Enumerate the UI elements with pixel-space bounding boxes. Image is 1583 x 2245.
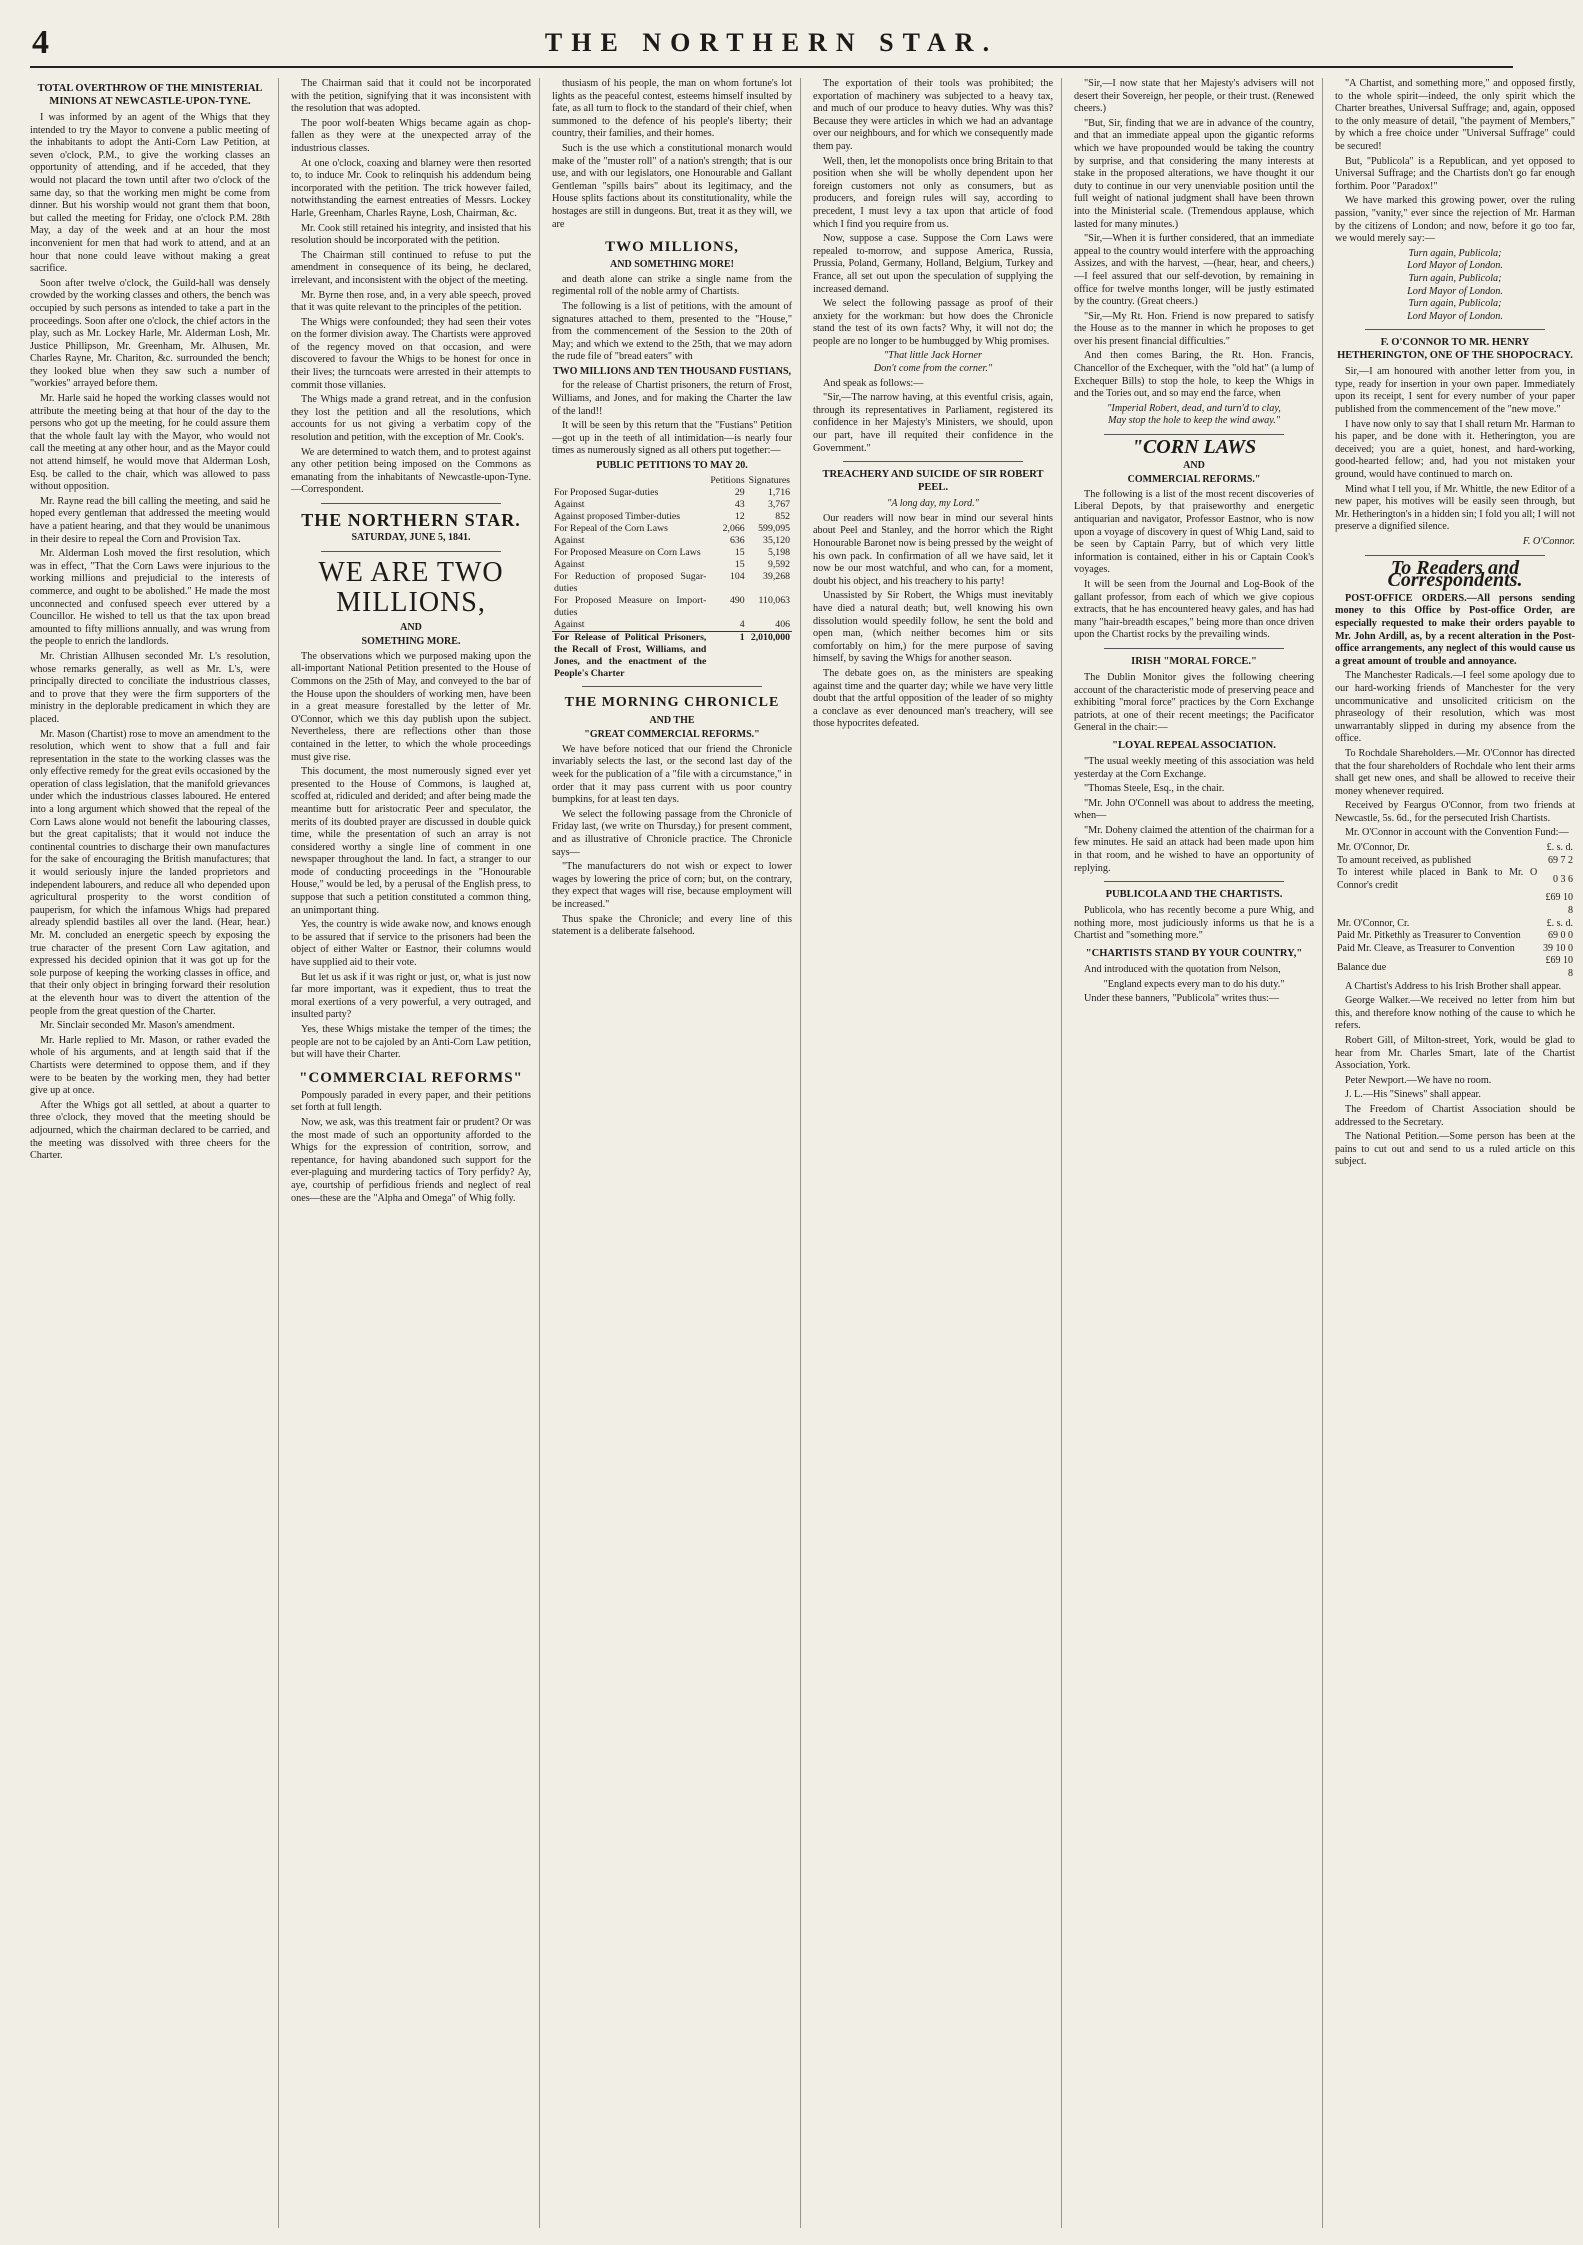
editorial-and: AND — [400, 621, 422, 633]
table-cell: 35,120 — [763, 534, 790, 546]
table-cell: 29 — [734, 486, 745, 498]
column-4 — [813, 78, 1062, 2228]
paragraph: We select the following passage from the Chronicle of Friday last, (we write on Thursday,) for present comment, and as illustrative of Chronicle practice. The Chronicle says— — [552, 808, 792, 858]
table-cell: 406 — [775, 618, 790, 630]
paragraph: Mr. Rayne read the bill calling the meeting, and said he hoped every gentleman that addressed the meeting would have a patient hearing, and that they would be unanimous in their desire to repeal the Corn and Provision Tax. — [30, 495, 270, 545]
divider — [582, 686, 762, 687]
table-row — [552, 547, 792, 559]
paragraph: The National Petition.—Some person has been at the pains to cut out and send to us a ruled article on this subject. — [1335, 1131, 1575, 1168]
petitions-table-title: PUBLIC PETITIONS TO MAY 20. — [596, 460, 748, 472]
paragraph: The exportation of their tools was prohibited; the exportation of machinery was subjected to a heavy tax, and much of our produce to heavy duties. Why was this? Because they were articles in which we had an advantage over our neighbours, and for which we consequently made them pay. — [813, 78, 1053, 152]
paragraph: And introduced with the quotation from Nelson, — [1084, 964, 1281, 976]
table-row-charter — [552, 631, 792, 680]
table-cell: For Proposed Sugar-duties — [554, 486, 659, 498]
paragraph: Now, we ask, was this treatment fair or prudent? Or was the most made of such an opportunity afforded to the Whigs for the expression of contrition, sorrow, and repentance, for having abandoned such support for the ever-plaguing and murdering tactics of Tory perfidy? Ay, aye, courtship of perfidious friends and neglect of real ones—these are the "Alpha and Omega" of Whig folly. — [291, 1116, 531, 1204]
paragraph: The poor wolf-beaten Whigs became again as chop-fallen as they were at the unexpected array of the industrious classes. — [291, 117, 531, 154]
table-cell: 852 — [775, 510, 790, 522]
paragraph: The following is a list of petitions, with the amount of signatures attached to them, presented to the "House," from the commencement of the Session to the 20th of May; and which we extend to the 25th, that we may adorn the rude file of "bread eaters" with — [552, 300, 792, 363]
table-row — [552, 559, 792, 571]
paragraph: We have marked this growing power, over the ruling passion, "vanity," ever since the rejection of Mr. Harman by the citizens of London; and now, before it go too far, we would merely say:— — [1335, 195, 1575, 245]
paragraph: Mind what I tell you, if Mr. Whittle, the new Editor of a new paper, his motives will be easily seen through, but Mr. Hetherington's in a hidden sin; I fold you all; I will not preserve a dignified silence. — [1335, 483, 1575, 533]
column-1 — [30, 78, 279, 2228]
divider — [1104, 881, 1284, 882]
table-row — [552, 523, 792, 535]
paragraph: "England expects every man to do his duty." — [1103, 978, 1285, 990]
table-header-cell — [552, 475, 708, 487]
paragraph: Under these banners, "Publicola" writes thus:— — [1084, 993, 1280, 1005]
table-cell: 2,010,000 — [750, 631, 790, 643]
table-row — [552, 571, 792, 595]
chronicle-and: AND THE — [649, 714, 695, 726]
chronicle-subheading: "GREAT COMMERCIAL REFORMS." — [584, 729, 760, 741]
paragraph: The Whigs were confounded; they had seen their votes on the former division away. The Chartists were approved of the regency moved on that occasion, and were discovered to favour the Whigs to be honest for once in their lives; the turncoats were arrested in their attempts to commit those villanies. — [291, 316, 531, 391]
treachery-heading: TREACHERY AND SUICIDE OF SIR ROBERT PEEL. — [822, 469, 1044, 494]
table-cell — [1335, 892, 1539, 917]
column-6 — [1335, 78, 1583, 2228]
paragraph: Mr. Alderman Losh moved the first resolution, which was in effect, "That the Corn Laws were injurious to the working millions and prejudicial to the interests of commerce, and ought to be abolished." He made the most unconnected and confused speech ever uttered by a Councillor. He wished to tell us that the tax upon bread amounted to fifty millions annually, and was wrung from the people to enrich the landlords. — [30, 548, 270, 648]
editorial-date: SATURDAY, JUNE 5, 1841. — [351, 532, 471, 543]
table-cell: 69 7 2 — [1548, 854, 1573, 866]
table-cell: To interest while placed in Bank to Mr. O Connor's credit — [1337, 867, 1538, 891]
paragraph: The debate goes on, as the ministers are speaking against time and the quarter day; while we have very little doubt that the artful opposition of the leader of so mighty a conclave as ever denounced man's treachery, will see those hypocrites defeated. — [813, 667, 1053, 730]
treachery-subheading: "A long day, my Lord." — [887, 498, 979, 510]
paragraph: We have before noticed that our friend the Chronicle invariably selects the last, or the second last day of the week for the publication of a "file with a circumstance," in order that it may pass current with us poor country bumpkins, for at least ten days. — [552, 743, 792, 806]
table-cell: 9,592 — [767, 558, 790, 570]
paragraph: "Sir,—The narrow having, at this eventful crisis, again, through its representatives in Parliament, registered its confidence in her Majesty's Ministers, we should, upon our part, have ill requited their confidence in the Government." — [813, 392, 1053, 454]
newspaper-title: THE NORTHERN STAR. — [544, 28, 999, 57]
divider — [1365, 555, 1545, 556]
paragraph: The Whigs made a grand retreat, and in the confusion they lost the petition and all the resolutions, which accounts for us not giving a verbatim copy of the resolution and petition, with the exception of Mr. Cook's. — [291, 394, 531, 444]
paragraph: At one o'clock, coaxing and blarney were then resorted to, to induce Mr. Cook to relinquish his addendum being incorporated with the petition. The trick however failed, notwithstanding the earnest entreaties of Messrs. Lockey Harle, Greenham, Charles Rayne, Losh, Chairman, &c. — [291, 157, 531, 219]
table-cell: Against — [554, 534, 585, 546]
table-row — [552, 511, 792, 523]
loyal-repeal-heading: "LOYAL REPEAL ASSOCIATION. — [1112, 739, 1276, 751]
divider — [843, 461, 1023, 462]
table-cell: Mr. O'Connor, Dr. — [1337, 842, 1410, 854]
paragraph: But, "Publicola" is a Republican, and yet opposed to Universal Suffrage; and the Chartists don't go far enough forthim. Poor "Paradox!" — [1335, 155, 1575, 192]
paragraph: After the Whigs got all settled, at about a quarter to three o'clock, they moved that the meeting should be adjourned, which the chairman declared to be carried, and the meeting was dissolved with three cheers for the Charter. — [30, 1099, 270, 1162]
article-body — [30, 112, 270, 1163]
oconnor-letter-heading: F. O'CONNOR TO MR. HENRY HETHERINGTON, ONE OF THE SHOPOCRACY. — [1337, 337, 1573, 362]
table-cell: £69 10 8 — [1545, 892, 1573, 917]
table-cell: Paid Mr. Pitkethly as Treasurer to Convention — [1337, 930, 1521, 942]
table-header-cell: Petitions — [710, 474, 745, 486]
divider — [321, 551, 501, 552]
table-cell: 43 — [734, 498, 745, 510]
post-office-notice: POST-OFFICE ORDERS.—All persons sending money to this Office by Post-office Order, are especially requested to make their orders payable to Mr. John Ardill, as, by a recent alteration in the Post-office arrangements, any neglect of this would cause us a great amount of trouble and annoyance. — [1335, 592, 1575, 667]
paragraph: for the release of Chartist prisoners, the return of Frost, Williams, and Jones, and for making the Charter the law of the land!! — [552, 380, 792, 417]
table-cell: Balance due — [1337, 961, 1387, 973]
paragraph: Publicola, who has recently become a pure Whig, and nothing more, most judiciously informs us that he is a Chartist and "something more." — [1074, 905, 1314, 942]
table-cell: For Proposed Measure on Import-duties — [554, 594, 707, 618]
table-cell: For Proposed Measure on Corn Laws — [554, 546, 701, 558]
paragraph: "A Chartist, and something more," and opposed firstly, to the whole spirit—indeed, the only spirit which the Charter breathes, Universal Suffrage; and, again, opposed to the only measure of detail, "the payment of Members," by which a free choice under "Universal Suffrage" could be secured! — [1335, 78, 1575, 152]
column-2 — [291, 78, 540, 2228]
table-row — [1335, 930, 1575, 943]
table-cell: 15 — [734, 546, 745, 558]
table-cell: £. s. d. — [1546, 842, 1573, 854]
paragraph: Thus spake the Chronicle; and every line of this statement is a deliberate falsehood. — [552, 913, 792, 938]
chronicle-heading: THE MORNING CHRONICLE — [564, 694, 780, 710]
table-header-cell: Signatures — [748, 474, 790, 486]
table-cell: 2,066 — [722, 522, 745, 534]
verse-quote: "That little Jack Horner Don't come from the corner." — [873, 350, 993, 375]
paragraph: The Freedom of Chartist Association should be addressed to the Secretary. — [1335, 1103, 1575, 1128]
table-cell: For Repeal of the Corn Laws — [554, 522, 668, 534]
divider — [1104, 434, 1284, 435]
paragraph: thusiasm of his people, the man on whom fortune's lot lights as the peaceful contest, esteems himself insulted by fate, as all turn to flock to the standard of their chief, when summoned to the defence of his people's liberty; their country, their families, and their homes. — [552, 78, 792, 140]
paragraph: I have now only to say that I shall return Mr. Harman to his paper, and be done with it. Hetherington, you are deceived; you are a quiet, honest, and hard-working, good-hearted fellow; and, had you not mistaken your ground, would have continued to march on. — [1335, 418, 1575, 481]
paragraph: "The usual weekly meeting of this association was held yesterday at the Corn Exchange. — [1074, 755, 1314, 780]
paragraph: Mr. Cook still retained his integrity, and insisted that his resolution should be incorporated with the petition. — [291, 222, 531, 247]
table-row — [552, 619, 792, 632]
table-cell: Mr. O'Connor, Cr. — [1337, 917, 1410, 929]
paragraph: And then comes Baring, the Rt. Hon. Francis, Chancellor of the Exchequer, with the "old hat" (a lump of Exchequer Bills) to stop the hole, to keep the Whigs in and the Tories out, and so may end the farce, when — [1074, 350, 1314, 400]
paragraph: "But, Sir, finding that we are in advance of the country, and that an immediate appeal upon the gigantic reforms which we have propounded would be taking the country by surprise, and that considering the many interests at stake in the proposed alterations, we have thought it our duty to continue in our very unenviable position until the full weight of national judgment shall have been thrown into the Ministerial scale. (Tremendous applause, which lasted for many minutes.) — [1074, 117, 1314, 230]
paragraph: And speak as follows:— — [823, 377, 924, 389]
paragraph: Yes, the country is wide awake now, and knows enough to be assured that if service to the prisoners had been the object of either Walter or Eastnor, their columns would have supplied aid to their vote. — [291, 919, 531, 969]
table-cell: 3,767 — [767, 498, 790, 510]
table-cell: 5,198 — [767, 546, 790, 558]
verse-quote: "Imperial Robert, dead, and turn'd to clay, May stop the hole to keep the wind away." — [1107, 402, 1281, 427]
paragraph: "The manufacturers do not wish or expect to lower wages by lowering the price of corn; but, on the contrary, they expect that wages will rise, because employment will be increased." — [552, 861, 792, 910]
paragraph: The observations which we purposed making upon the all-important National Petition presented to the House of Commons on the 25th of May, and conveyed to the bar of the House upon the shoulders of working men, have been in a great measure forestalled by the letter of Mr. O'Connor, which we this day publish upon the subject. Nevertheless, there are reflections other than those contained in the letter, to which the whole proceedings must give rise. — [291, 650, 531, 763]
paragraph: Well, then, let the monopolists once bring Britain to that position when she will be wholly dependent upon her foreign customers not only as consumers, but as producers, and foreign rules will say, according to precedent, I must levy a tax upon that article of food which I find you require from us. — [813, 155, 1053, 230]
table-cell: For Reduction of proposed Sugar-duties — [554, 570, 707, 594]
signature: F. O'Connor. — [1522, 536, 1575, 547]
something-more-heading: AND SOMETHING MORE! — [610, 259, 734, 271]
table-row — [552, 595, 792, 619]
article-heading-newcastle: TOTAL OVERTHROW OF THE MINISTERIAL MINIONS AT NEWCASTLE-UPON-TYNE. — [37, 83, 263, 107]
paragraph: "Thomas Steele, Esq., in the chair. — [1084, 783, 1225, 795]
paragraph: Mr. Harle said he hoped the working classes would not attribute the meeting being at that hour of the day to the persons who got up the meeting, for he could assure them that the whole fault lay with the Mayor, who would not call the meeting at any other hour, and as the Mayor could not attend himself, he would move that Alderman Losh, Esq. be called to the chair, which was allowed to pass without opposition. — [30, 393, 270, 493]
paragraph: It will be seen by this return that the "Fustians" Petition—got up in the teeth of all intimidation—is nearly four times as numerously signed as all others put together:— — [552, 420, 792, 457]
paragraph: Yes, these Whigs mistake the temper of the times; the people are not to be cajoled by an Anti-Corn Law petition, but will have their Charter. — [291, 1024, 531, 1061]
table-cell: 599,095 — [758, 522, 790, 534]
paragraph: Pompously paraded in every paper, and their petitions set forth at full length. — [291, 1089, 531, 1114]
correspondents-heading: To Readers and Correspondents. — [1387, 556, 1523, 592]
corn-laws-heading: "CORN LAWS — [1131, 436, 1257, 459]
irish-moral-force-heading: IRISH "MORAL FORCE." — [1131, 655, 1257, 667]
paragraph: To Rochdale Shareholders.—Mr. O'Connor has directed that the four shareholders of Rochdale who lent their arms shall get new ones, and shall be allowed to receive their money whenever required. — [1335, 747, 1575, 797]
table-cell: 15 — [734, 558, 745, 570]
table-cell: To amount received, as published — [1337, 854, 1471, 866]
paragraph: We select the following passage as proof of their anxiety for the workman: but how does the Chronicle stand the test of its own facts? Why, it will not do; the people are no longer to be humbugged by Whig promises. — [813, 298, 1053, 347]
paragraph: Unassisted by Sir Robert, the Whigs must inevitably have died a natural death; but, well knowing his own dissolution would speedily follow, he sent the bold and open man, (which neither becomes him or sits comfortably on him,) for the mere purpose of saving himself, by saving the Whigs for another season. — [813, 590, 1053, 665]
table-cell: 490 — [729, 594, 745, 606]
fustians-heading: TWO MILLIONS AND TEN THOUSAND FUSTIANS, — [552, 365, 792, 377]
divider — [1365, 329, 1545, 330]
paragraph: Our readers will now bear in mind our several hints about Peel and Stanley, and the horror which the Right Honourable Baronet now is being pressed by the weight of his own pack. In confirmation of all we have said, let it now be our most watchful, and who can, for a moment, doubt his object, and his treachery to his party! — [813, 512, 1053, 587]
chartists-stand-heading: "CHARTISTS STAND BY YOUR COUNTRY," — [1085, 948, 1303, 960]
paragraph: Sir,—I am honoured with another letter from you, in type, ready for insertion in your own paper. Immediately upon its receipt, I sent for every number of your paper published from the commencement of the "new move." — [1335, 366, 1575, 416]
table-row — [1335, 943, 1575, 956]
paragraph: The Chairman still continued to refuse to put the amendment in consequence of its being, he declared, irrelevant, and inconsistent with the object of the meeting. — [291, 249, 531, 286]
column-3 — [552, 78, 801, 2228]
paragraph: It will be seen from the Journal and Log-Book of the gallant professor, from each of which we give copious extracts, that he has encountered heavy gales, and has had many "hair-breadth escapes," being more than once driven upon the Chartist rocks by the prevailing winds. — [1074, 578, 1314, 641]
table-cell: Paid Mr. Cleave, as Treasurer to Convention — [1337, 942, 1515, 954]
paragraph: Mr. Christian Allhusen seconded Mr. L's resolution, whose remarks generally, as well as Mr. L's, were principally directed to conciliate the industrious classes, and to prove that they were the firm supporters of the ministry in the deplorable predicament in which they are placed. — [30, 650, 270, 725]
divider — [1104, 648, 1284, 649]
paragraph: Such is the use which a constitutional monarch would make of the "muster roll" of a nation's strength; that is our use, and with our legislators, one Honourable and Gallant Gentleman "spills bairs" about its legitimacy, and the House splits factions about its constitutionality, while the hostages are still in dungeons. But, treat it as they will, we are — [552, 142, 792, 230]
paragraph: The Chairman said that it could not be incorporated with the petition, signifying that it was inconsistent with the resolution that was adopted. — [291, 78, 531, 115]
table-cell: Against — [554, 498, 585, 510]
table-cell: Against proposed Timber-duties — [554, 510, 681, 522]
commercial-reforms-heading: "COMMERCIAL REFORMS" — [299, 1069, 523, 1086]
paragraph: Now, suppose a case. Suppose the Corn Laws were repealed to-morrow, and suppose America, Russia, Prussia, Poland, Germany, Holland, Belgium, Turkey and France, all set out upon the speculation of supplying the increased demand. — [813, 233, 1053, 295]
paragraph: We are determined to watch them, and to protest against any other petition being imposed on the Commons as emanating from the inhabitants of Newcastle-upon-Tyne.—Correspondent. — [291, 446, 531, 496]
paragraph: Mr. Harle replied to Mr. Mason, or rather evaded the whole of his arguments, and at length said that if the Chartists were determined to oppose them, and if they were to be beaten by the working men, they had better give up at once. — [30, 1034, 270, 1097]
paragraph: Mr. Byrne then rose, and, in a very able speech, proved that it was quite relevant to the principles of the petition. — [291, 289, 531, 314]
editorial-subheadline: SOMETHING MORE. — [361, 636, 461, 648]
table-row — [552, 535, 792, 547]
paragraph: This document, the most numerously signed ever yet presented to the House of Commons, is laughed at, scoffed at, ridiculed and derided; and after being made the meantime butt for aristocratic Peer and speculator, the merits of its doubted prayer are discussed in double quick time, while the presentation of such an array is not considered worthy a single line of comment in one newspaper throughout the land. In fact, a stranger to our mode of conducting proceedings in the "Honourable House," would be led, by a perusal of the English press, to suppose that such a petition constituted a common thing, an unimportant thing. — [291, 766, 531, 916]
divider — [321, 503, 501, 504]
paragraph: and death alone can strike a single name from the regimental roll of the noble army of Chartists. — [552, 273, 792, 298]
table-row — [1335, 892, 1575, 917]
paragraph: But let us ask if it was right or just, or, what is just now far more important, was it expedient, thus to treat the moral exertions of a very powerful, a very outraged, and insulted party? — [291, 971, 531, 1021]
paragraph: Received by Feargus O'Connor, from two friends at Newcastle, 5s. 6d., for the persecuted Irish Chartists. — [1335, 800, 1575, 824]
table-row — [552, 499, 792, 511]
paragraph: A Chartist's Address to his Irish Brother shall appear. — [1345, 980, 1562, 992]
paragraph: Soon after twelve o'clock, the Guild-hall was densely crowded by the working classes and others, the bench was occupied by such persons as intended to take a part in the proceedings. Soon after one o'clock, the chief actors in the play, such as Mr. Lockey Harle, Mr. Alderman Losh, Mr. Justice Phillipson, Mr. Greenham, Mr. Alhusen, Mr. Charles Rayne, Mr. Chariton, &c. surrounded the bench; they looked blue when they saw such a number of "workies" arrayed before them. — [30, 277, 270, 390]
table-row — [1335, 855, 1575, 868]
table-row — [1335, 867, 1575, 892]
table-cell: £69 10 8 — [1545, 955, 1573, 979]
paragraph: "Sir,—I now state that her Majesty's advisers will not desert their Sovereign, her people, or their trust. (Renewed cheers.) — [1074, 78, 1314, 115]
table-row — [1335, 955, 1575, 980]
table-cell: 1,716 — [767, 486, 790, 498]
account-title: Mr. O'Connor in account with the Convention Fund:— — [1345, 827, 1569, 839]
corn-laws-subheading: COMMERCIAL REFORMS." — [1127, 474, 1261, 486]
table-cell: 39,268 — [763, 570, 790, 582]
table-cell: 12 — [734, 510, 745, 522]
paragraph: George Walker.—We received no letter from him but this, and therefore know nothing of the cause to which he refers. — [1335, 995, 1575, 1032]
corn-laws-and: AND — [1183, 459, 1205, 471]
paragraph: "Mr. Doheny claimed the attention of the chairman for a few minutes. He said an attack had been made upon him in that room, and he wished to have an opportunity of replying. — [1074, 824, 1314, 874]
paragraph: "Mr. John O'Connell was about to address the meeting, when— — [1074, 797, 1314, 822]
table-cell: 4 — [739, 618, 745, 630]
editorial-paper-name: THE NORTHERN STAR. — [301, 510, 521, 530]
paragraph: The following is a list of the most recent discoveries of Liberal Depots, by that praiseworthy and energetic antiquarian and navigator, Professor Eastnor, who is now upon a voyage of discovery in quest of Whig Land, said to be seen by Captain Parry, but of which very little information is contained, either in his or Captain Cook's voyages. — [1074, 488, 1314, 576]
masthead — [30, 22, 1513, 68]
table-cell: 104 — [729, 570, 745, 582]
paragraph: The Dublin Monitor gives the following cheering account of the characteristic mode of preserving peace and exhibiting "moral force" practices by the Corn Exchange patriots, at one of their recent meetings; the Pacificator General in the chair:— — [1074, 671, 1314, 734]
paragraph: The Manchester Radicals.—I feel some apology due to our hard-working friends of Manchester for the very uncommunicative and unsolicited criticism on the phraseology of their resolution, which was most unwarrantably slipped in during my absence from the office. — [1335, 670, 1575, 745]
paragraph: J. L.—His "Sinews" shall appear. — [1345, 1089, 1481, 1101]
paragraph: Peter Newport.—We have no room. — [1345, 1074, 1492, 1086]
table-cell: 69 0 0 — [1548, 930, 1573, 942]
table-cell: Against — [554, 558, 585, 570]
page-number: 4 — [32, 24, 49, 61]
table-cell: For Release of Political Prisoners, the Recall of Frost, Williams, and Jones, and the enactment of the People's Charter — [554, 631, 707, 679]
publicola-heading: PUBLICOLA AND THE CHARTISTS. — [1105, 889, 1283, 901]
table-cell: £. s. d. — [1546, 917, 1573, 929]
paragraph: "Sir,—My Rt. Hon. Friend is now prepared to satisfy the House as to the manner in which he proposes to get over his present financial difficulties." — [1074, 310, 1314, 347]
table-cell: 39 10 0 — [1543, 942, 1573, 954]
verse-quote: Turn again, Publicola; Lord Mayor of London. Turn again, Publicola; Lord Mayor of London. Turn again, Publicola; Lord Mayor of London. — [1407, 247, 1503, 322]
paragraph: I was informed by an agent of the Whigs that they intended to try the Mayor to convene a public meeting of the inhabitants to adopt the Anti-Corn Law Petition, at seven o'clock, P.M., to give the working classes an opportunity of attending, and if he acceded, that they would not placard the town until after two o'clock of the same day, so that the working men might be come from dinner. But his worship would not grant them that boon, but called the meeting for Friday, one o'clock P.M. 28th May, a day of the week and at an hour the most inconvenient for men that had work to attend, and at an hour that none could leave without making a great sacrifice. — [30, 112, 270, 275]
paragraph: Mr. Mason (Chartist) rose to move an amendment to the resolution, which went to show that a full and fair representation in the state to the working classes was the only effective remedy for the great evils occasioned by the operation of class legislation, that the manifold grievances under which the industrious classes laboured. He entered into a long argument which showed that the repeal of the Corn Laws alone would not benefit the labouring classes, but the great capitalists; that it would not induce the continental countries to discharge their own manufactures for the sake of encouraging the British manufactures; that it would seriously injure the landed proprietors and independent labourers, and reduce all who depended upon agricultural prosperity to the worst condition of pauperism, for which the infamous Whigs had prepared already splendid bastiles all over the land. (Hear, hear.) Mr. M. concluded an energetic speech by exposing the true character of the present Corn Law agitation, and expressed his decided opinion that it was got up for the sole purpose of keeping the working classes in office, and that their only object in bringing forward their resolution at the eleventh hour was to divert the attention of the people from the great question of the Charter. — [30, 728, 270, 1017]
table-cell: 636 — [729, 534, 745, 546]
columns — [30, 78, 1575, 2228]
editorial-headline: WE ARE TWO MILLIONS, — [318, 556, 504, 618]
table-header-row — [552, 475, 792, 487]
table-row — [1335, 842, 1575, 855]
table-row — [552, 487, 792, 499]
paragraph: "Sir,—When it is further considered, that an immediate appeal to the country would interfere with the approaching Assizes, and with the harvest, —(hear, hear, and cheers,)—I feel assured that our self-devotion, by remaining in office for twelve months longer, will be justly estimated by the country. (Great cheers.) — [1074, 233, 1314, 308]
paragraph: Robert Gill, of Milton-street, York, would be glad to hear from Mr. Charles Smart, late of the Chartist Association, York. — [1335, 1034, 1575, 1072]
petitions-table — [552, 475, 792, 680]
paragraph: Mr. Sinclair seconded Mr. Mason's amendment. — [40, 1020, 235, 1032]
account-table — [1335, 842, 1575, 981]
two-millions-heading: TWO MILLIONS, — [605, 239, 739, 256]
table-cell: 110,063 — [758, 594, 790, 606]
table-cell: 1 — [739, 631, 745, 643]
table-cell: Against — [554, 618, 585, 630]
column-5 — [1074, 78, 1323, 2228]
table-row — [1335, 918, 1575, 931]
table-cell: 0 3 6 — [1553, 873, 1573, 885]
